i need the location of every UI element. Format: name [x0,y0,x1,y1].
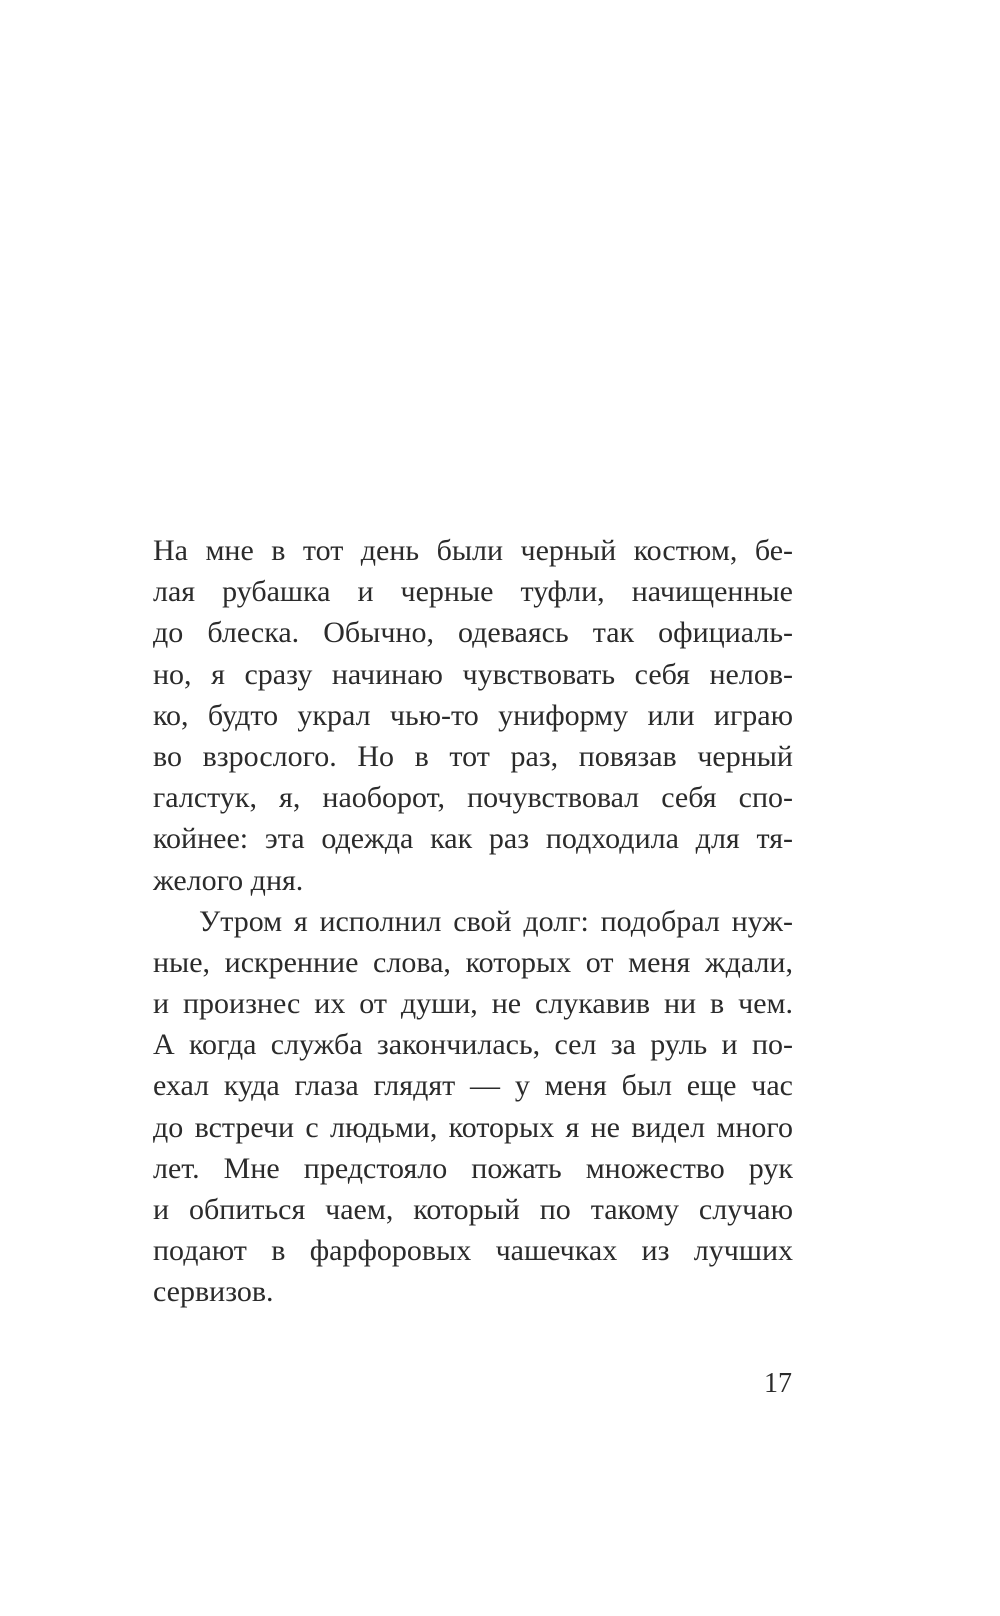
text-line: ко, будто украл чью-то униформу или играю [153,698,793,732]
body-text [153,530,793,1313]
text-line: ехал куда глаза глядят — у меня был еще час [153,1069,793,1103]
text-line: койнее: эта одежда как раз подходила для тя- [153,822,793,856]
text-line: галстук, я, наоборот, почувствовал себя спо- [153,781,793,815]
text-line: и произнес их от души, не слукавив ни в чем. [153,987,793,1021]
text-line: желого дня. [153,863,304,897]
page-number: 17 [764,1368,792,1399]
text-line: подают в фарфоровых чашечках из лучших [153,1234,793,1268]
text-line: до встречи с людьми, которых я не видел много [153,1110,793,1144]
text-line: ные, искренние слова, которых от меня ждали, [153,945,793,979]
text-line: во взрослого. Но в тот раз, повязав черный [153,739,793,773]
paragraph-1 [153,530,793,901]
text-line: до блеска. Обычно, одеваясь так официаль- [153,616,793,650]
text-line: А когда служба закончилась, сел за руль и по- [153,1028,793,1062]
paragraph-2 [153,901,793,1313]
text-line: Утром я исполнил свой долг: подобрал нуж- [199,904,793,938]
text-line: и обпиться чаем, который по такому случаю [153,1193,793,1226]
text-line: лая рубашка и черные туфли, начищенные [153,575,793,609]
text-line: сервизов. [153,1275,274,1309]
text-line: На мне в тот день были черный костюм, бе- [153,534,793,567]
text-line: но, я сразу начинаю чувствовать себя нелов- [153,657,793,691]
text-line: лет. Мне предстояло пожать множество рук [153,1151,793,1185]
